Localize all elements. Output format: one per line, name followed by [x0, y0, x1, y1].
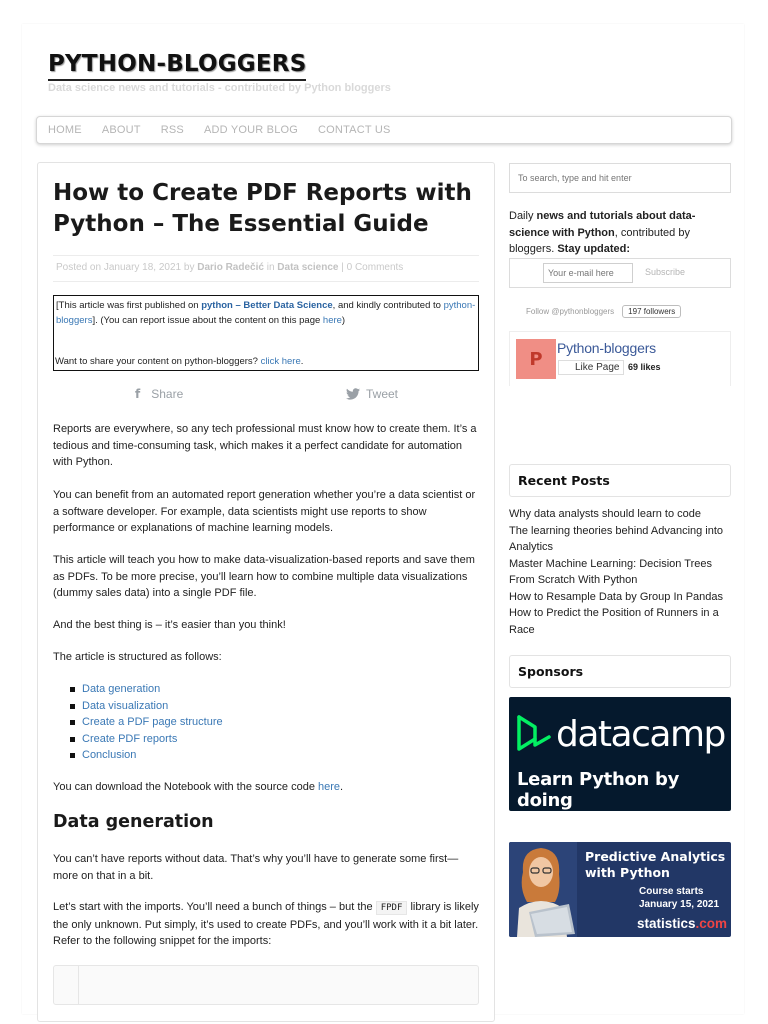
woman-with-laptop-image	[509, 842, 577, 937]
recent-posts-list	[509, 506, 731, 638]
recent-post-link[interactable]: Why data analysts should learn to code	[509, 508, 702, 520]
intro-text-2: , contributed by bloggers.	[509, 226, 690, 255]
toc-link-pdf-reports[interactable]: Create PDF reports	[82, 732, 178, 745]
facebook-likes-count: 69 likes	[628, 362, 661, 372]
sponsors-title: Sponsors	[509, 655, 731, 688]
twitter-follow-button[interactable]: Follow @pythonbloggers	[526, 307, 615, 316]
meta-date: January 18, 2021	[103, 262, 182, 273]
datacamp-sponsor-banner[interactable]	[509, 697, 731, 811]
meta-posted-on: Posted on	[56, 262, 102, 273]
nav-rss[interactable]: RSS	[160, 124, 184, 136]
datacamp-wordmark: datacamp	[556, 714, 725, 755]
share-content-link[interactable]: click here	[260, 356, 301, 367]
paragraph-2: You can benefit from an automated report generation whether you’re a data scientist or a software developer. For example, data scientists might use reports to show performance or explanations of machine learning models.	[53, 489, 476, 534]
recent-post-link[interactable]: How to Predict the Position of Runners in a Race	[509, 607, 719, 636]
recent-post-link[interactable]: The learning theories behind Advancing into Analytics	[509, 524, 724, 553]
search-input[interactable]	[509, 163, 731, 193]
section-paragraph-2	[53, 899, 479, 950]
stats-brand-tld: .com	[695, 916, 728, 931]
intro-text-1: Daily	[509, 210, 534, 222]
toc-item	[70, 747, 223, 764]
statistics-sponsor-banner[interactable]	[509, 842, 731, 937]
share-row	[53, 386, 479, 404]
nav-about[interactable]: ABOUT	[101, 124, 141, 136]
facebook-share-button[interactable]	[135, 387, 183, 401]
inline-code-fpdf: FPDF	[376, 901, 408, 915]
twitter-follow-widget	[526, 305, 681, 318]
twitter-share-label: Tweet	[366, 387, 399, 401]
datacamp-tagline: Learn Python by doing	[517, 769, 680, 811]
nav-contact-us[interactable]: CONTACT US	[318, 124, 391, 136]
stats-brand-main: statistics	[637, 916, 696, 931]
meta-comments-link[interactable]: 0 Comments	[346, 262, 404, 273]
report-issue-link[interactable]: here	[322, 315, 342, 326]
twitter-share-button[interactable]	[346, 387, 398, 401]
main-nav	[36, 116, 732, 144]
republish-notice	[53, 295, 479, 371]
facebook-page-widget	[509, 331, 731, 386]
share-content-text: Want to share your content on python-bloggers?	[55, 356, 258, 367]
facebook-page-name[interactable]: Python-bloggers	[557, 340, 656, 356]
paragraph-1: Reports are everywhere, so any tech professional must know how to create them. It’s a tedious and time-consuming task, which makes it a perfect candidate for automation with Python.	[53, 423, 477, 468]
paragraph-4: And the best thing is – it’s easier than you think!	[53, 619, 286, 631]
nav-home[interactable]: HOME	[48, 124, 82, 136]
email-field[interactable]	[543, 263, 633, 283]
table-of-contents	[70, 681, 223, 764]
toc-item	[70, 698, 223, 715]
stats-title-line-1: Predictive Analytics	[585, 849, 726, 864]
toc-link-data-visualization[interactable]: Data visualization	[82, 699, 169, 712]
stats-title-line-2: with Python	[585, 865, 670, 880]
meta-separator: |	[341, 262, 344, 273]
toc-item	[70, 681, 223, 698]
intro-bold-2: Stay updated:	[557, 243, 631, 255]
notice-text-4: )	[341, 315, 346, 326]
stats-banner-title	[585, 849, 725, 881]
code-gutter	[54, 966, 79, 1004]
notice-text-2: , and kindly contributed to	[332, 300, 441, 311]
section-heading-data-generation: Data generation	[53, 812, 214, 832]
notice-text-1: [This article was first published on	[56, 300, 199, 311]
imports-text-suffix: library is likely the only unknown. Put simply, it’s used to create PDFs, and you’ll work with it a bit later. Refer to the following snippet for the imports:	[53, 901, 479, 947]
recent-post-link[interactable]: How to Resample Data by Group In Pandas	[509, 590, 724, 603]
nav-add-your-blog[interactable]: ADD YOUR BLOG	[203, 124, 299, 136]
stats-course-date	[639, 885, 719, 911]
meta-divider-top	[53, 255, 479, 256]
toc-link-conclusion[interactable]: Conclusion	[82, 749, 137, 761]
sidebar-intro	[509, 208, 709, 258]
code-block[interactable]	[53, 965, 479, 1005]
source-blog-link[interactable]: python – Better Data Science	[201, 300, 333, 311]
toc-item	[70, 731, 223, 748]
followers-count[interactable]: 197 followers	[622, 305, 681, 318]
stats-course-line-1: Course starts	[639, 886, 704, 897]
python-bloggers-link[interactable]: python-bloggers	[56, 300, 476, 326]
share-content-suffix: .	[300, 356, 304, 367]
paragraph-5: The article is structured as follows:	[53, 651, 222, 663]
facebook-like-button[interactable]: Like Page	[558, 360, 624, 375]
section-paragraph-1: You can’t have reports without data. That’s why you’ll have to generate some first—more on that in a bit.	[53, 853, 459, 882]
post-meta	[56, 262, 403, 273]
meta-in: in	[266, 262, 275, 273]
recent-posts-title: Recent Posts	[509, 464, 731, 497]
site-tagline: Data science news and tutorials - contributed by Python bloggers	[48, 82, 391, 94]
meta-category-link[interactable]: Data science	[277, 262, 339, 273]
meta-divider-bottom	[53, 281, 479, 282]
twitter-icon	[346, 388, 360, 400]
toc-item	[70, 714, 223, 731]
download-notebook-link[interactable]: here	[318, 781, 341, 793]
download-paragraph	[53, 779, 479, 796]
toc-link-pdf-structure[interactable]: Create a PDF page structure	[82, 716, 223, 728]
notice-text-3: ]. (You can report issue about the content on this page	[92, 315, 321, 326]
facebook-icon: f	[135, 387, 141, 401]
recent-post-link[interactable]: Master Machine Learning: Decision Trees From Scratch With Python	[509, 557, 712, 586]
toc-link-data-generation[interactable]: Data generation	[82, 683, 161, 695]
share-content-line	[55, 354, 303, 369]
download-suffix: .	[340, 781, 344, 793]
meta-by: by	[183, 262, 195, 273]
statistics-com-logo	[637, 916, 727, 931]
download-text: You can download the Notebook with the source code	[53, 781, 315, 793]
facebook-share-label: Share	[151, 387, 184, 401]
datacamp-logo-icon	[515, 715, 551, 755]
meta-author-link[interactable]: Dario Radečić	[197, 262, 264, 273]
paragraph-3: This article will teach you how to make data-visualization-based reports and save them as PDFs. To be more precise, you’ll learn how to combine multiple data visualizations (dummy sales data) into a single PDF file.	[53, 554, 475, 599]
imports-text-prefix: Let’s start with the imports. You’ll need a bunch of things – but the	[53, 901, 373, 913]
site-title[interactable]: PYTHON-BLOGGERS	[48, 50, 306, 81]
stats-course-line-2: January 15, 2021	[639, 899, 720, 910]
post-title: How to Create PDF Reports with Python – The Essential Guide	[53, 180, 472, 237]
subscribe-form	[509, 258, 731, 288]
intro-bold-1: news and tutorials about data-science with Python	[509, 210, 696, 239]
facebook-page-avatar[interactable]: P	[516, 339, 556, 379]
subscribe-button[interactable]: Subscribe	[645, 267, 686, 277]
